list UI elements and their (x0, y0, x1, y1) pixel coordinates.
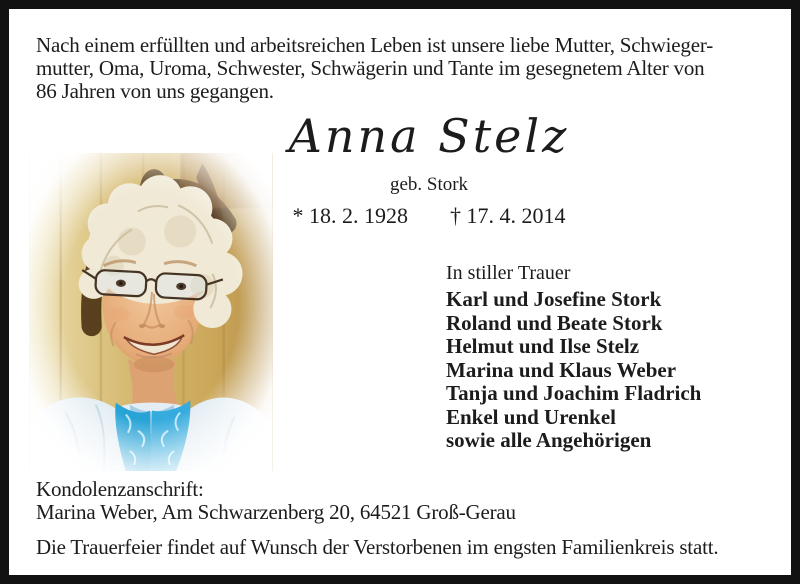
mourner-line: Tanja und Joachim Fladrich (446, 381, 702, 405)
death-date: † 17. 4. 2014 (450, 203, 566, 228)
deceased-name: Anna Stelz (288, 109, 570, 163)
mourner-line: Roland und Beate Stork (446, 310, 663, 335)
intro-paragraph (36, 34, 767, 103)
funeral-note: Die Trauerfeier findet auf Wunsch der Verstorbenen im engsten Familienkreis statt. (36, 535, 719, 559)
birth-date: * 18. 2. 1928 (292, 203, 408, 228)
intro-line: Nach einem erfüllten und arbeitsreichen Leben ist unsere liebe Mutter, Schwieger- (36, 33, 714, 57)
portrait-photo (29, 153, 273, 471)
condolence-address: Marina Weber, Am Schwarzenberg 20, 64521 Groß-Gerau (36, 499, 516, 524)
intro-line: mutter, Oma, Uroma, Schwester, Schwägerin und Tante im gesegnetem Alter von (36, 56, 705, 80)
maiden-name: geb. Stork (389, 174, 469, 195)
mourner-line: sowie alle Angehörigen (446, 428, 652, 452)
intro-line: 86 Jahren von uns gegangen. (36, 79, 274, 103)
mourner-line: Enkel und Urenkel (446, 404, 616, 429)
mourner-line: Marina und Klaus Weber (446, 357, 677, 382)
mourner-line: Helmut und Ilse Stelz (446, 334, 640, 358)
mourner-line: Karl und Josefine Stork (446, 287, 662, 311)
mourners-list (446, 288, 701, 453)
mourning-header: In stiller Trauer (446, 262, 571, 284)
condolence-label: Kondolenzanschrift: (36, 477, 204, 501)
condolence-block (36, 478, 516, 523)
